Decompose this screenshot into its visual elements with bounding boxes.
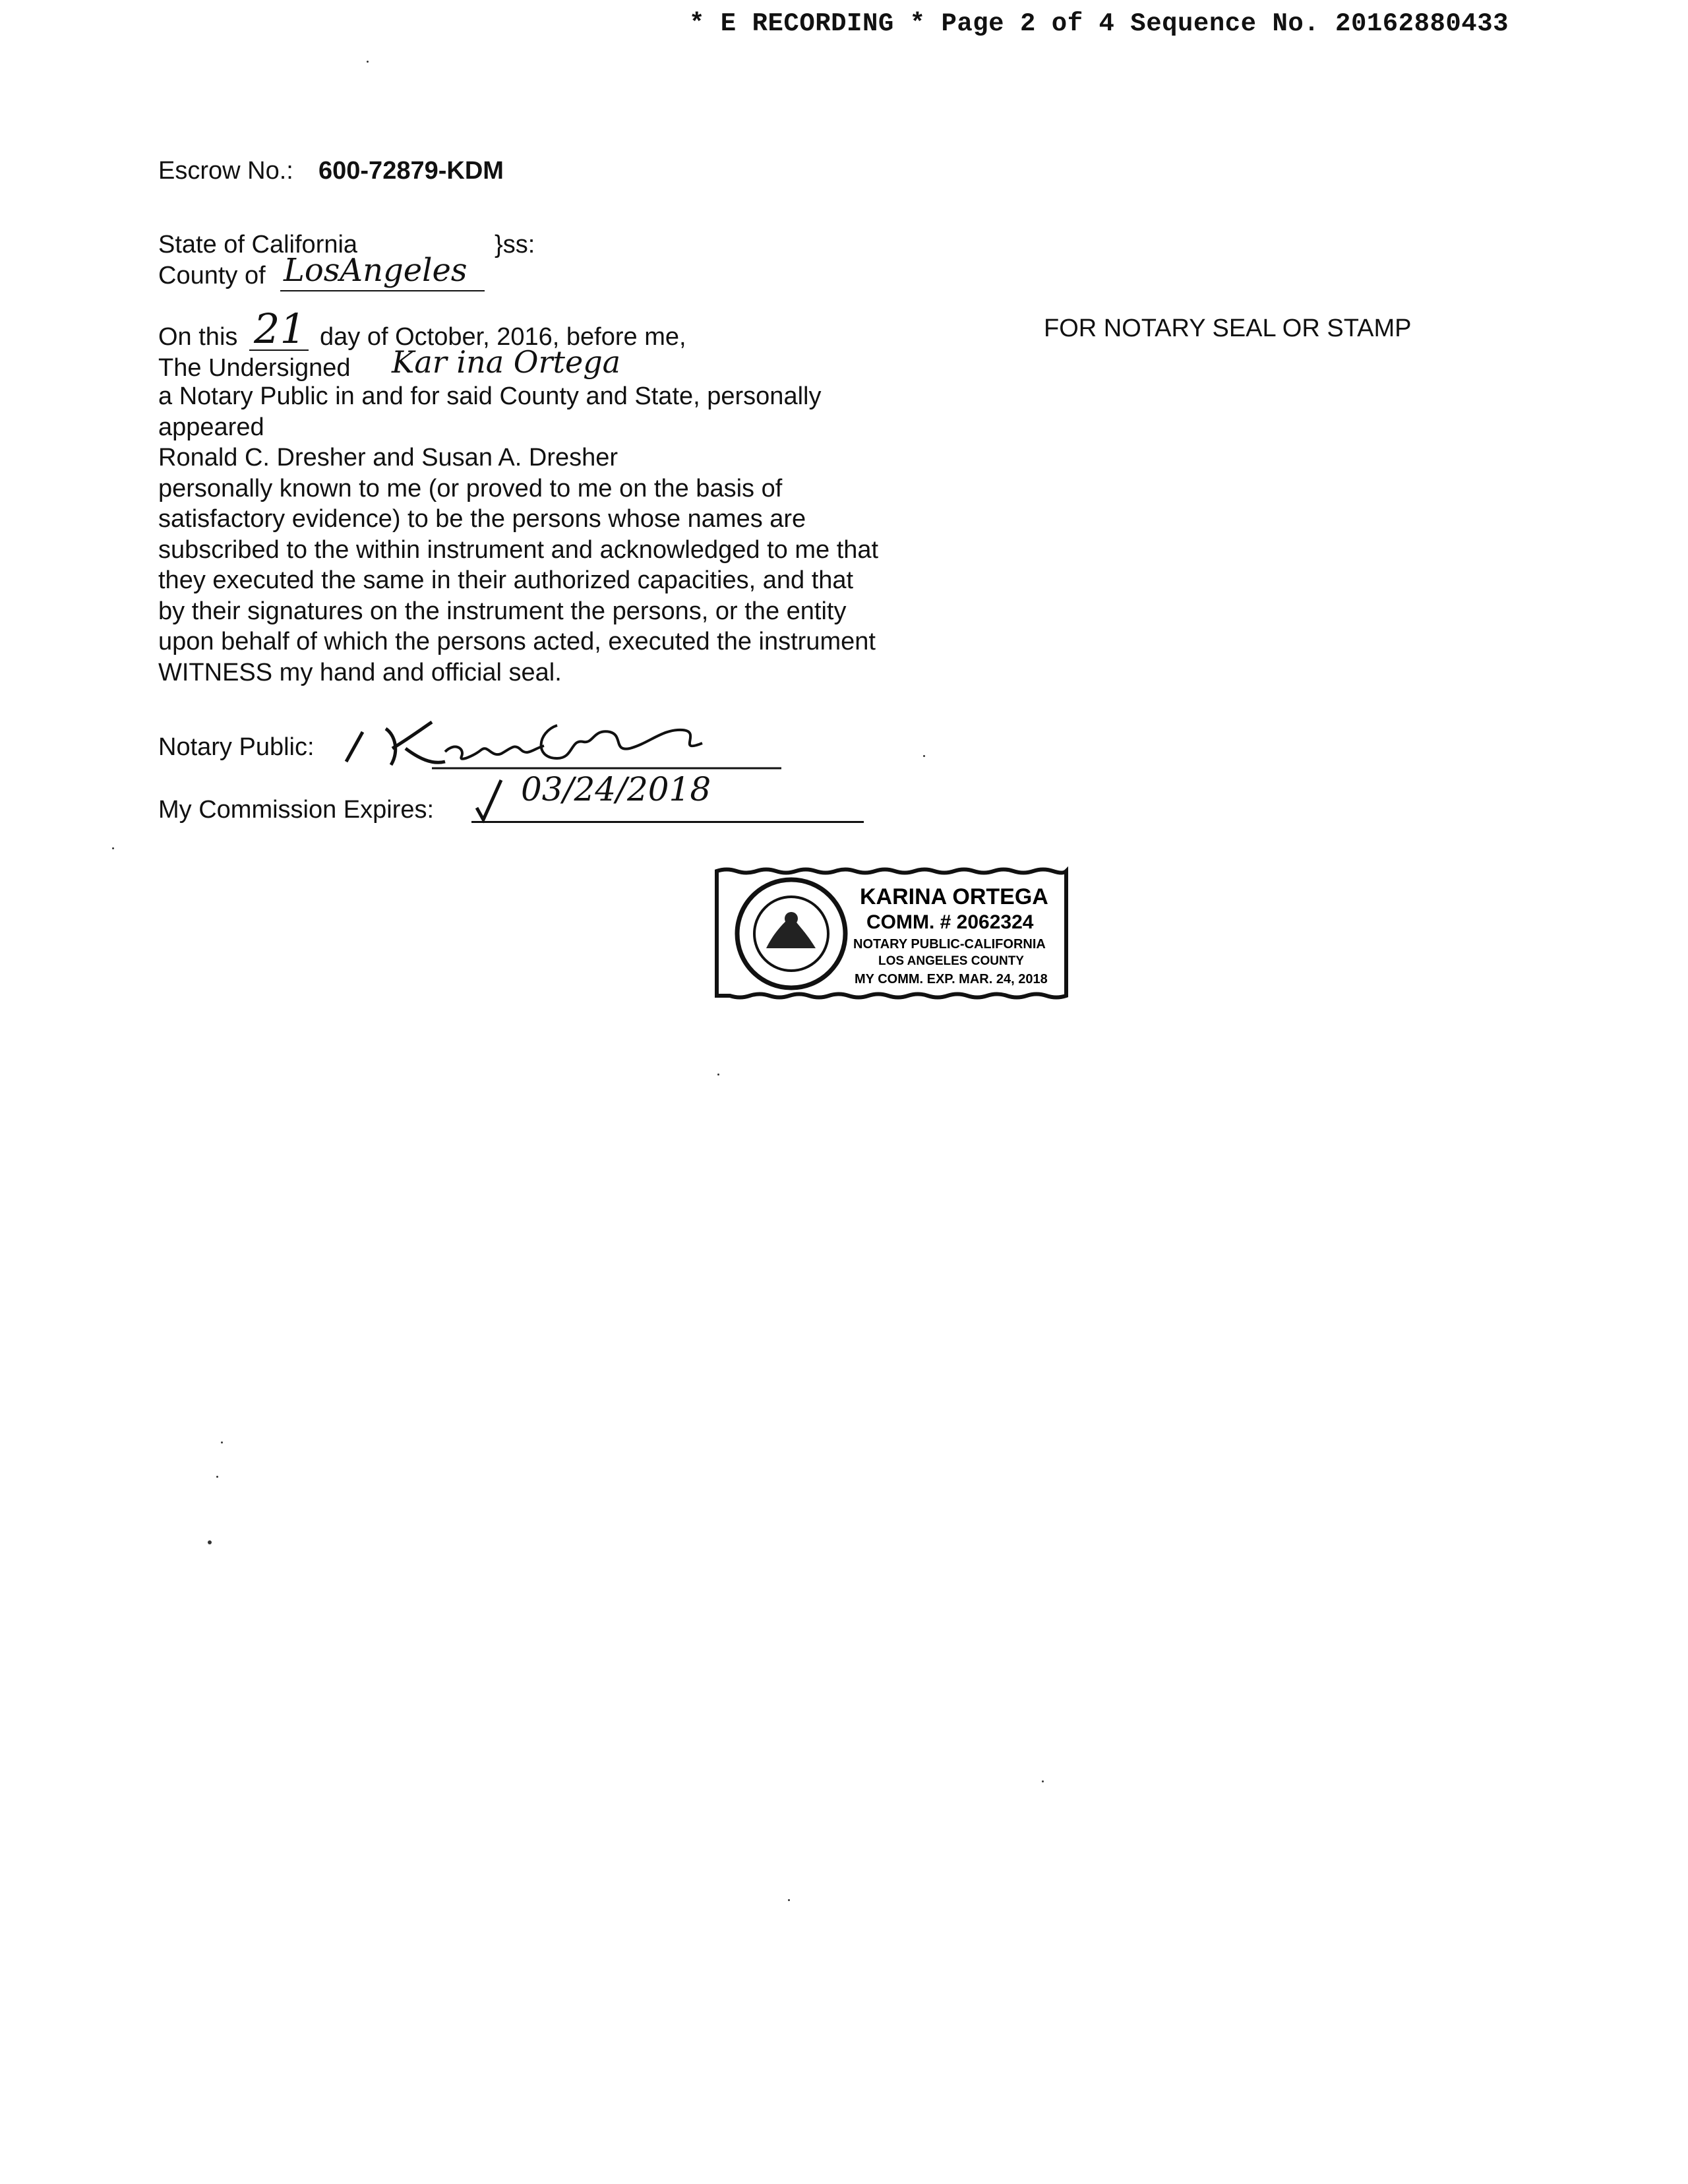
body-line: personally known to me (or proved to me on the basis of [158, 474, 783, 502]
day-rest: day of October, 2016, before me, [320, 323, 686, 351]
body-line: WITNESS my hand and official seal. [158, 658, 562, 686]
county-handwritten: LosAngeles [284, 252, 467, 289]
undersigned-label: The Undersigned [158, 354, 351, 382]
body-line: subscribed to the within instrument and acknowledged to me that [158, 535, 879, 564]
scan-speck [717, 1074, 719, 1076]
commission-underline [471, 821, 864, 823]
acknowledgment-body [158, 381, 878, 688]
scan-speck [1042, 1780, 1044, 1782]
on-this-label: On this [158, 323, 238, 351]
scan-speck [208, 1540, 212, 1544]
scan-speck [216, 1476, 218, 1478]
county-label: County of [158, 262, 266, 289]
notary-signature [333, 702, 781, 772]
seal-box-label: FOR NOTARY SEAL OR STAMP [1044, 315, 1412, 342]
checkmark-icon [471, 775, 504, 824]
stamp-comm: COMM. # 2062324 [866, 911, 1034, 933]
scan-speck [221, 1441, 223, 1443]
body-line: satisfactory evidence) to be the persons whose names are [158, 505, 806, 533]
stamp-expiry: MY COMM. EXP. MAR. 24, 2018 [855, 972, 1048, 986]
notary-name-handwritten: Kar ina Ortega [392, 344, 621, 380]
body-line: upon behalf of which the persons acted, executed the instrument [158, 628, 876, 655]
recording-header: * E RECORDING * Page 2 of 4 Sequence No. 20162880433 [689, 9, 1509, 38]
body-line: Ronald C. Dresher and Susan A. Dresher [158, 444, 618, 471]
county-underline [280, 290, 485, 291]
commission-label: My Commission Expires: [158, 796, 435, 824]
stamp-title: NOTARY PUBLIC-CALIFORNIA [853, 937, 1046, 952]
scan-speck [788, 1899, 790, 1901]
escrow-label: Escrow No.: [158, 157, 293, 185]
day-handwritten: 21 [254, 305, 306, 353]
body-line: they executed the same in their authorized capacities, and that [158, 566, 854, 594]
ss-mark: }ss: [495, 231, 535, 258]
body-line: a Notary Public in and for said County and State, personally [158, 382, 822, 410]
stamp-name: KARINA ORTEGA [860, 884, 1048, 909]
notary-stamp [713, 866, 1070, 1001]
body-line: appeared [158, 413, 264, 441]
body-line: by their signatures on the instrument the persons, or the entity [158, 597, 847, 625]
day-underline [249, 349, 309, 351]
notary-public-label: Notary Public: [158, 733, 315, 761]
commission-date-handwritten: 03/24/2018 [521, 770, 711, 808]
scan-speck [923, 755, 925, 757]
state-line: State of California [158, 231, 358, 258]
scan-speck [112, 847, 114, 849]
stamp-county: LOS ANGELES COUNTY [878, 954, 1024, 968]
scan-speck [367, 61, 369, 63]
escrow-number: 600-72879-KDM [318, 157, 504, 185]
